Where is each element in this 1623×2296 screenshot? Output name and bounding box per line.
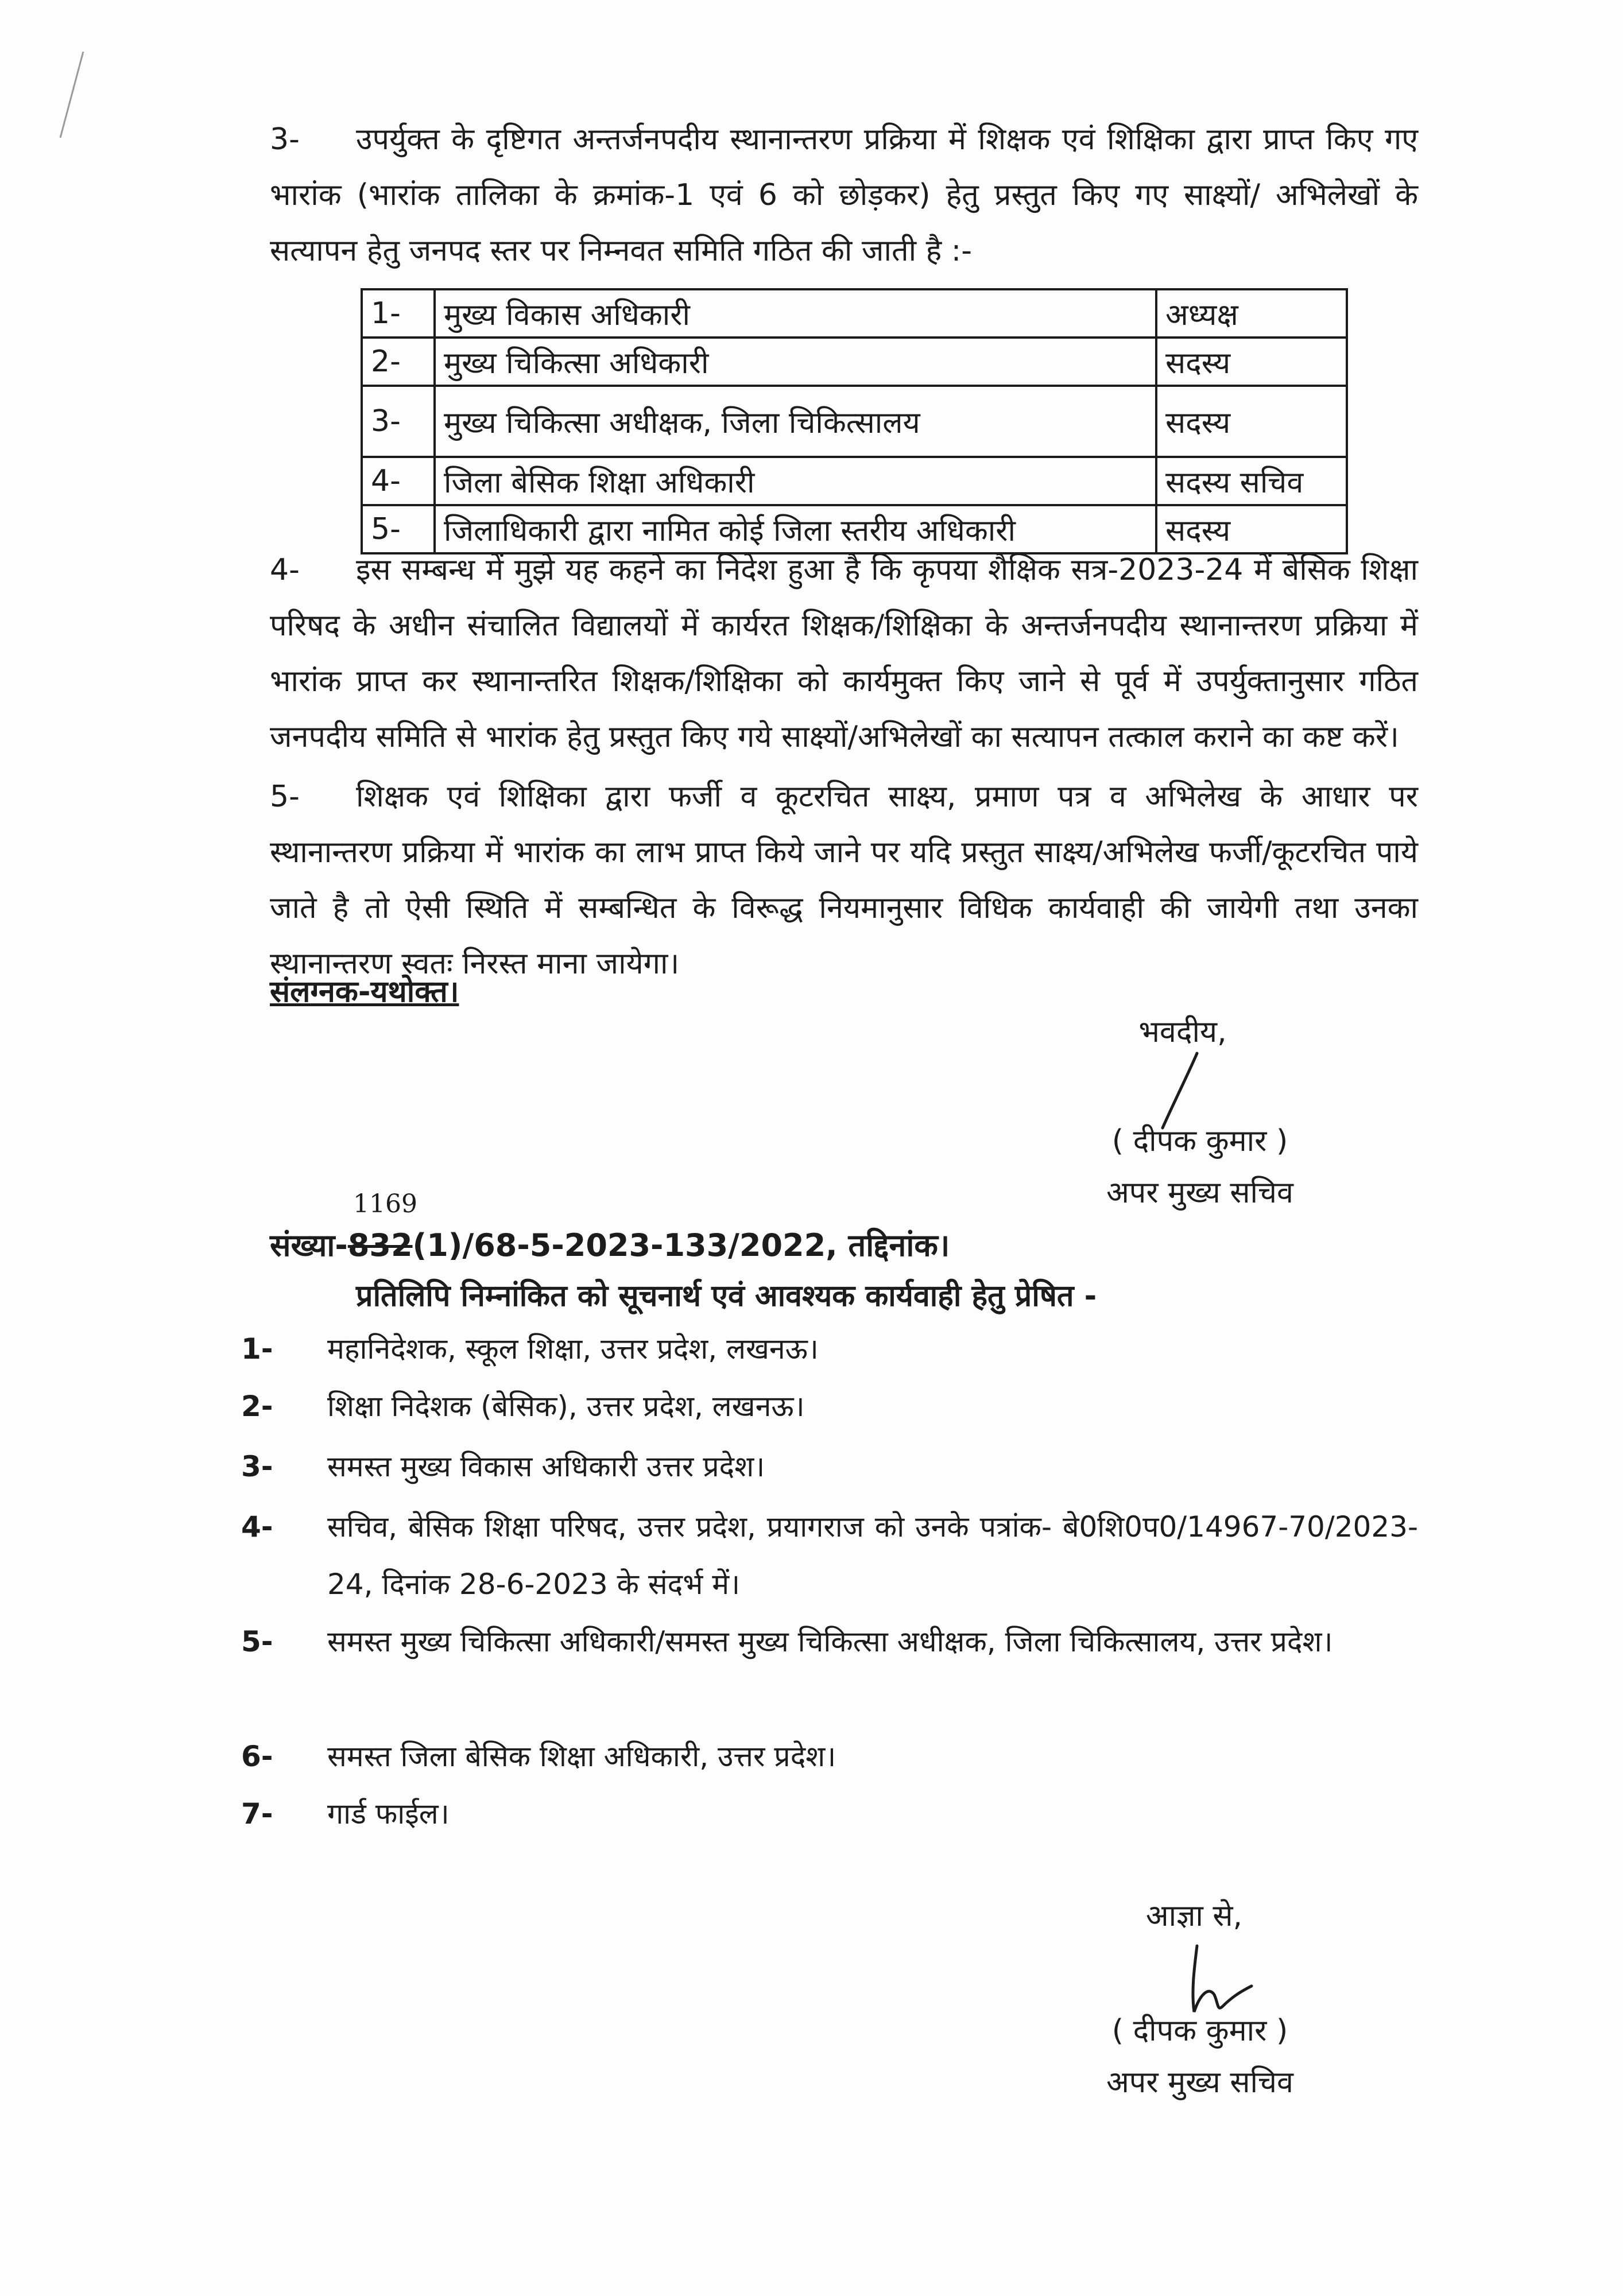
reference-line bbox=[270, 1189, 950, 1265]
member-cell: जिलाधिकारी द्वारा नामित कोई जिला स्तरीय अधिकारी bbox=[435, 505, 1156, 553]
table-row bbox=[362, 289, 1347, 338]
paragraph-3 bbox=[270, 112, 1418, 279]
list-item bbox=[241, 1785, 1430, 1843]
reference-prefix: संख्या- bbox=[270, 1227, 348, 1263]
list-number: 5- bbox=[241, 1625, 273, 1658]
salutation: भवदीय, bbox=[1138, 1015, 1227, 1049]
list-text: गार्ड फाईल। bbox=[327, 1797, 450, 1830]
list-number: 1- bbox=[241, 1332, 273, 1366]
list-item bbox=[241, 1378, 1430, 1435]
role-cell: सदस्य bbox=[1156, 338, 1347, 386]
paragraph-number: 5- bbox=[270, 779, 300, 814]
role-cell: सदस्य bbox=[1156, 505, 1347, 553]
reference-suffix: (1)/68-5-2023-133/2022, तद्दिनांक। bbox=[412, 1227, 950, 1263]
paragraph-text: उपर्युक्त के दृष्टिगत अन्तर्जनपदीय स्थानान्तरण प्रक्रिया में शिक्षक एवं शिक्षिका द्वारा प्राप्त किए गए भारांक (भारांक तालिका के क्रमांक-1 एवं 6 को छोड़कर) हेतु प्रस्तुत किए गए साक्ष्यों/ अभिलेखों के सत्यापन हेतु जनपद स्तर पर निम्नवत समिति गठित की जाती है :- bbox=[270, 122, 1418, 268]
salutation: आज्ञा से, bbox=[1145, 1899, 1243, 1933]
list-text: समस्त मुख्य चिकित्सा अधिकारी/समस्त मुख्य चिकित्सा अधीक्षक, जिला चिकित्सालय, उत्तर प्रदेश। bbox=[327, 1625, 1333, 1658]
signatory-designation: अपर मुख्य सचिव bbox=[1106, 2065, 1293, 2100]
list-text: महानिदेशक, स्कूल शिक्षा, उत्तर प्रदेश, लखनऊ। bbox=[327, 1332, 819, 1366]
member-cell: मुख्य चिकित्सा अधिकारी bbox=[435, 338, 1156, 386]
row-number: 3- bbox=[362, 386, 435, 457]
member-cell: मुख्य विकास अधिकारी bbox=[435, 289, 1156, 338]
list-text: समस्त जिला बेसिक शिक्षा अधिकारी, उत्तर प्रदेश। bbox=[327, 1740, 836, 1773]
list-number: 3- bbox=[241, 1450, 273, 1483]
paragraph-number: 4- bbox=[270, 553, 300, 587]
copy-intro: प्रतिलिपि निम्नांकित को सूचनार्थ एवं आवश्यक कार्यवाही हेतु प्रेषित - bbox=[356, 1279, 1097, 1313]
struck-number: 832 bbox=[347, 1227, 413, 1263]
member-cell: मुख्य चिकित्सा अधीक्षक, जिला चिकित्सालय bbox=[435, 386, 1156, 457]
row-number: 4- bbox=[362, 457, 435, 505]
scan-edge-mark bbox=[55, 52, 89, 138]
list-item bbox=[241, 1438, 1430, 1495]
list-item bbox=[241, 1498, 1430, 1613]
list-item bbox=[241, 1728, 1430, 1785]
signature-mark bbox=[1183, 1940, 1263, 2020]
paragraph-5 bbox=[270, 769, 1418, 992]
signatory-name: ( दीपक कुमार ) bbox=[1111, 2014, 1288, 2048]
paragraph-number: 3- bbox=[270, 122, 300, 157]
role-cell: सदस्य सचिव bbox=[1156, 457, 1347, 505]
signatory-designation: अपर मुख्य सचिव bbox=[1106, 1176, 1293, 1210]
paragraph-text: इस सम्बन्ध में मुझे यह कहने का निदेश हुआ है कि कृपया शैक्षिक सत्र-2023-24 में बेसिक शिक्षा परिषद के अधीन संचालित विद्यालयों में कार्यरत शिक्षक/शिक्षिका के अन्तर्जनपदीय स्थानान्तरण प्रक्रिया में भारांक प्राप्त कर स्थानान्तरित शिक्षक/शिक्षिका को कार्यमुक्त किए जाने से पूर्व में उपर्युक्तानुसार गठित जनपदीय समिति से भारांक हेतु प्रस्तुत किए गये साक्ष्यों/अभिलेखों का सत्यापन तत्काल कराने का कष्ट करें। bbox=[270, 553, 1418, 754]
committee-table bbox=[361, 288, 1348, 554]
table-row bbox=[362, 338, 1347, 386]
list-text: शिक्षा निदेशक (बेसिक), उत्तर प्रदेश, लखनऊ। bbox=[327, 1390, 805, 1423]
list-text: सचिव, बेसिक शिक्षा परिषद, उत्तर प्रदेश, प्रयागराज को उनके पत्रांक- बे0शि0प0/14967-70/2023-24, दिनांक 28-6-2023 के संदर्भ में। bbox=[327, 1510, 1418, 1601]
list-item bbox=[241, 1613, 1430, 1670]
list-item bbox=[241, 1320, 1430, 1378]
role-cell: अध्यक्ष bbox=[1156, 289, 1347, 338]
member-cell: जिला बेसिक शिक्षा अधिकारी bbox=[435, 457, 1156, 505]
role-cell: सदस्य bbox=[1156, 386, 1347, 457]
table-row bbox=[362, 457, 1347, 505]
table-row bbox=[362, 386, 1347, 457]
list-text: समस्त मुख्य विकास अधिकारी उत्तर प्रदेश। bbox=[327, 1450, 765, 1483]
signatory-name: ( दीपक कुमार ) bbox=[1111, 1124, 1288, 1158]
row-number: 5- bbox=[362, 505, 435, 553]
list-number: 2- bbox=[241, 1390, 273, 1423]
row-number: 2- bbox=[362, 338, 435, 386]
signature-mark bbox=[1142, 1050, 1211, 1131]
list-number: 7- bbox=[241, 1797, 273, 1830]
handwritten-number: 1169 bbox=[353, 1189, 417, 1219]
list-number: 6- bbox=[241, 1740, 273, 1773]
enclosure-note: संलग्नक-यथोक्त। bbox=[270, 975, 459, 1009]
paragraph-text: शिक्षक एवं शिक्षिका द्वारा फर्जी व कूटरचित साक्ष्य, प्रमाण पत्र व अभिलेख के आधार पर स्थानान्तरण प्रक्रिया में भारांक का लाभ प्राप्त किये जाने पर यदि प्रस्तुत साक्ष्य/अभिलेख फर्जी/कूटरचित पाये जाते है तो ऐसी स्थिति में सम्बन्धित के विरूद्ध नियमानुसार विधिक कार्यवाही की जायेगी तथा उनका स्थानान्तरण स्वतः निरस्त माना जायेगा। bbox=[270, 779, 1418, 981]
list-number: 4- bbox=[241, 1510, 273, 1543]
paragraph-4 bbox=[270, 542, 1418, 765]
row-number: 1- bbox=[362, 289, 435, 338]
